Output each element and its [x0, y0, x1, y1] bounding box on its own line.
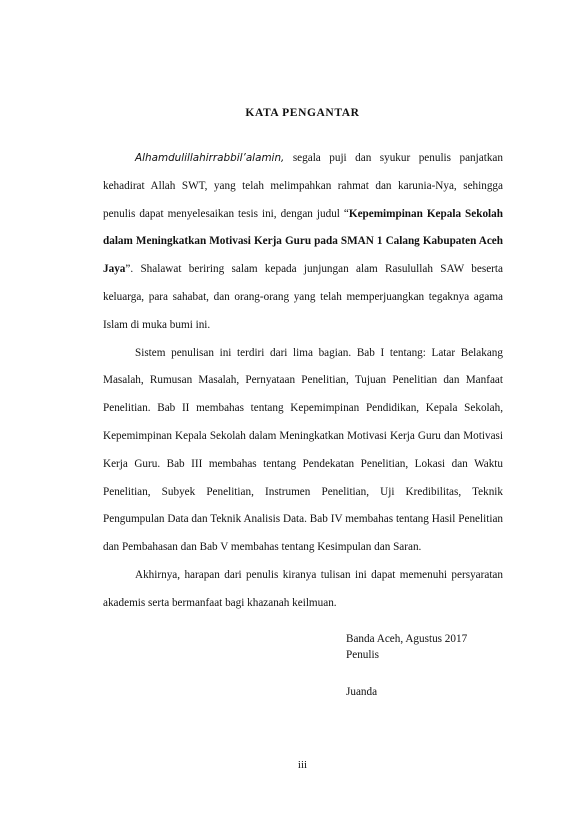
- thesis-title: Kepemimpinan Kepala Sekolah dalam Meningkatkan Motivasi Kerja Guru pada SMAN 1 Calang Kabupaten Aceh Jaya: [103, 207, 503, 276]
- signature-place-date: Banda Aceh, Agustus 2017: [346, 633, 468, 645]
- paragraph-1: [103, 145, 503, 340]
- page-title: KATA PENGANTAR: [245, 107, 360, 119]
- body-text: [103, 145, 503, 618]
- page-number: iii: [297, 759, 308, 771]
- opening-phrase: Alhamdulillahirrabbil’alamin,: [135, 152, 285, 164]
- signature-role: Penulis: [346, 649, 379, 661]
- signature-name: Juanda: [346, 686, 378, 698]
- paragraph-2: Sistem penulisan ini terdiri dari lima bagian. Bab I tentang: Latar Belakang Masalah, Rumusan Masalah, Pernyataan Penelitian, Tujuan Penelitian dan Manfaat Penelitian. Bab II membahas tentang Kepemimpinan Pendidikan, Kepala Sekolah, Kepemimpinan Kepala Sekolah dalam Meningkatkan Motivasi Kerja Guru dan Motivasi Kerja Guru. Bab III membahas tentang Pendekatan Penelitian, Lokasi dan Waktu Penelitian, Subyek Penelitian, Instrumen Penelitian, Uji Kredibilitas, Teknik Pengumpulan Data dan Teknik Analisis Data. Bab IV membahas tentang Hasil Penelitian dan Pembahasan dan Bab V membahas tentang Kesimpulan dan Saran.: [103, 346, 503, 554]
- paragraph-1-text-a: segala puji dan syukur penulis panjatkan kehadirat Allah SWT, yang telah melimpahkan rahmat dan karunia-Nya, sehingga penulis dapat menyelesaikan tesis ini, dengan judul “: [103, 152, 503, 220]
- paragraph-3: Akhirnya, harapan dari penulis kiranya tulisan ini dapat memenuhi persyaratan akademis serta bermanfaat bagi khazanah keilmuan.: [103, 568, 503, 609]
- paragraph-1-text-b: ”. Shalawat beriring salam kepada junjungan alam Rasulullah SAW beserta keluarga, para sahabat, dan orang-orang yang telah memperjuangkan tegaknya agama Islam di muka bumi ini.: [103, 263, 503, 331]
